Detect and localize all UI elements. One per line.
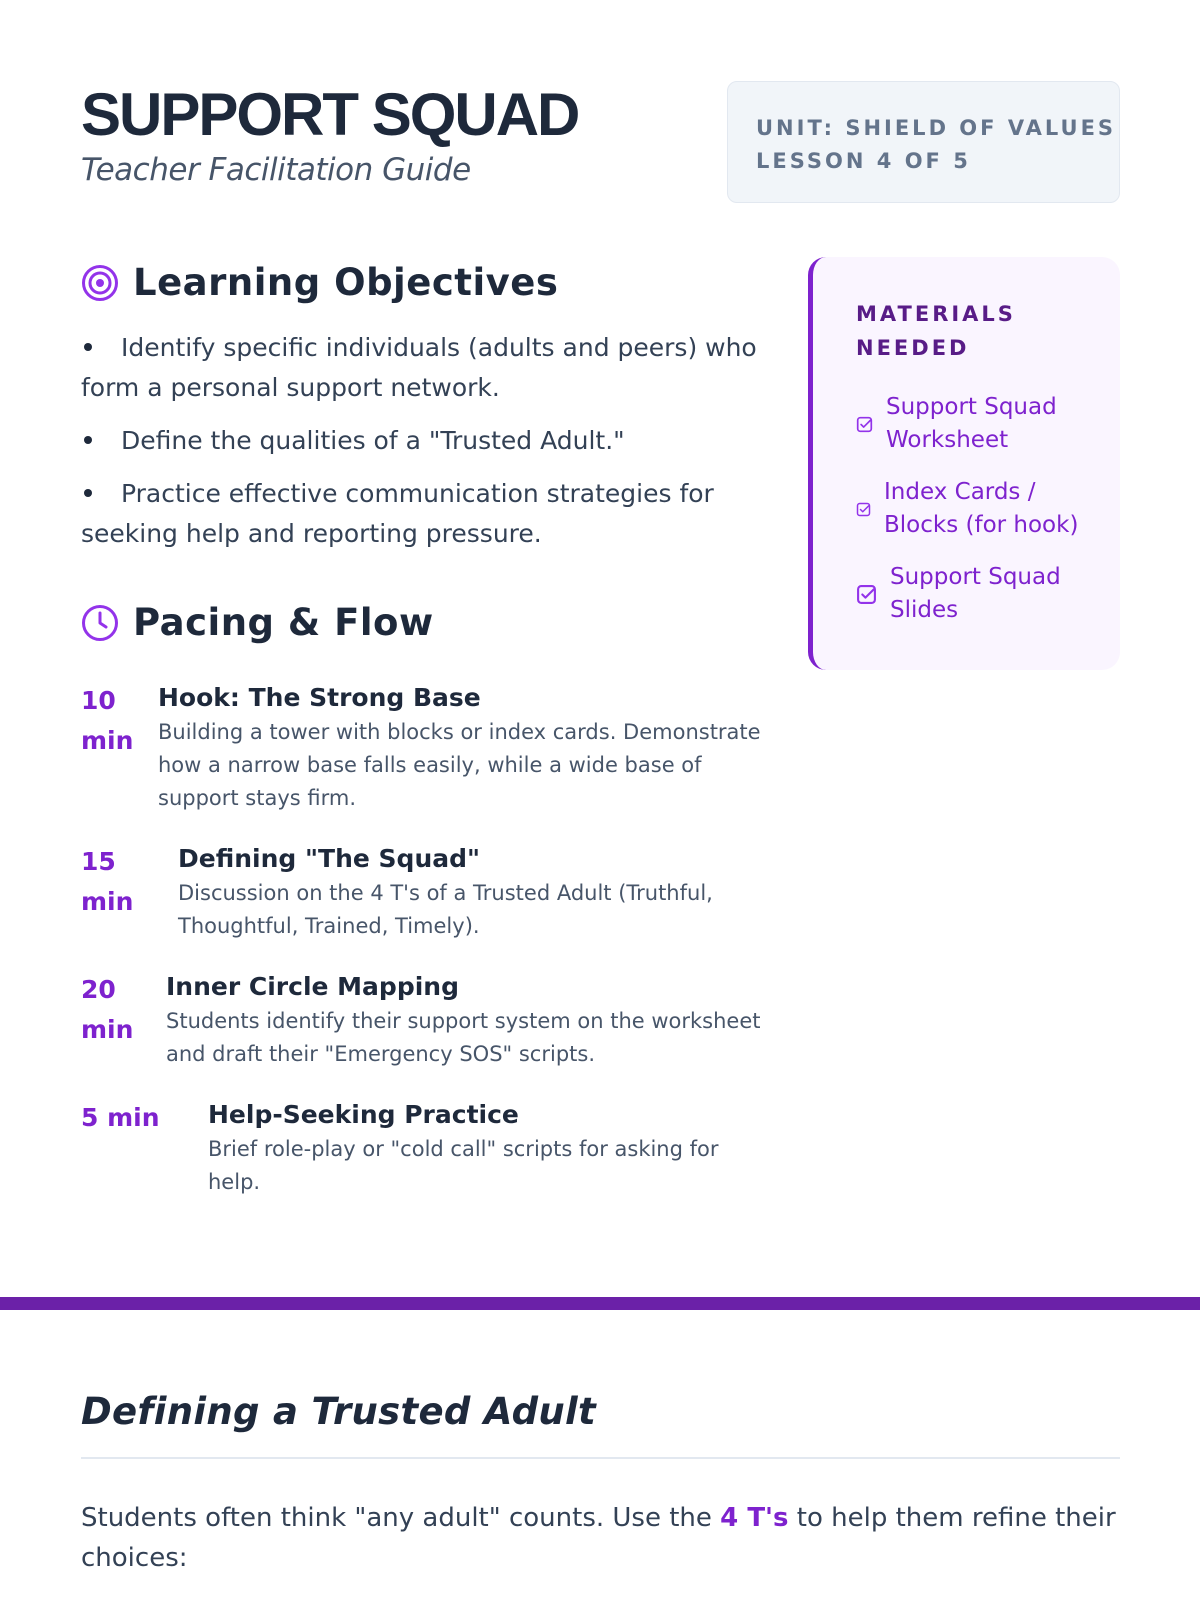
heading-rule	[81, 1457, 1120, 1459]
unit-info-box	[727, 81, 1120, 203]
pacing-desc: Brief role-play or "cold call" scripts for asking for help.	[208, 1137, 719, 1194]
trusted-adult-heading: Defining a Trusted Adult	[81, 1390, 596, 1433]
material-label: Support Squad Worksheet	[886, 394, 1057, 453]
pacing-title: Help-Seeking Practice	[208, 1100, 519, 1129]
section-divider	[0, 1297, 1200, 1310]
materials-heading: MATERIALS NEEDED	[856, 302, 1016, 360]
objective-item: Practice effective communication strategies for seeking help and reporting pressure.	[81, 479, 714, 548]
pacing-desc: Students identify their support system on the worksheet and draft their "Emergency SOS" scripts.	[166, 1009, 761, 1066]
pacing-time: 10 min	[81, 686, 134, 755]
pacing-desc: Building a tower with blocks or index cards. Demonstrate how a narrow base falls easily, while a wide base of support stays firm.	[158, 720, 761, 810]
pacing-title: Inner Circle Mapping	[166, 972, 459, 1001]
pacing-time: 5 min	[81, 1103, 160, 1132]
lesson-label: LESSON 4 OF 5	[756, 149, 971, 173]
material-label: Index Cards / Blocks (for hook)	[884, 479, 1079, 538]
page-title: SUPPORT SQUAD	[81, 81, 579, 148]
objectives-section	[81, 261, 761, 567]
material-item	[856, 391, 1100, 457]
materials-card	[808, 257, 1120, 670]
objective-item: Identify specific individuals (adults and peers) who form a personal support network.	[81, 333, 757, 402]
pacing-item	[81, 970, 761, 1071]
pacing-section	[81, 601, 761, 1226]
material-label: Support Squad Slides	[890, 564, 1061, 623]
pacing-heading: Pacing & Flow	[133, 601, 434, 644]
pacing-title: Defining "The Squad"	[178, 844, 481, 873]
checkbox-icon	[856, 416, 873, 433]
pacing-list	[81, 681, 761, 1199]
objective-item: Define the qualities of a "Trusted Adult."	[81, 421, 761, 461]
pacing-desc: Discussion on the 4 T's of a Trusted Adult (Truthful, Thoughtful, Trained, Timely).	[178, 881, 713, 938]
pacing-title: Hook: The Strong Base	[158, 683, 481, 712]
page-header	[81, 80, 578, 188]
pacing-item	[81, 1098, 761, 1199]
pacing-item	[81, 842, 761, 943]
objectives-heading: Learning Objectives	[133, 261, 559, 304]
pacing-time: 20 min	[81, 975, 134, 1044]
checkbox-icon	[856, 584, 877, 605]
clock-icon	[81, 604, 119, 642]
pacing-heading-row	[81, 601, 761, 644]
material-item	[856, 476, 1100, 542]
trusted-adult-intro: Students often think "any adult" counts. Use the 4 T's to help them refine their choices:	[81, 1503, 1116, 1573]
objectives-list	[81, 328, 761, 554]
checkbox-icon	[856, 502, 871, 517]
materials-list	[856, 391, 1100, 627]
page-subtitle: Teacher Facilitation Guide	[81, 152, 471, 188]
target-icon	[81, 264, 119, 302]
unit-label: UNIT: SHIELD OF VALUES	[756, 116, 1117, 140]
objectives-heading-row	[81, 261, 761, 304]
four-ts-highlight: 4 T's	[720, 1503, 789, 1533]
pacing-time: 15 min	[81, 847, 134, 916]
pacing-item	[81, 681, 761, 815]
material-item	[856, 561, 1100, 627]
